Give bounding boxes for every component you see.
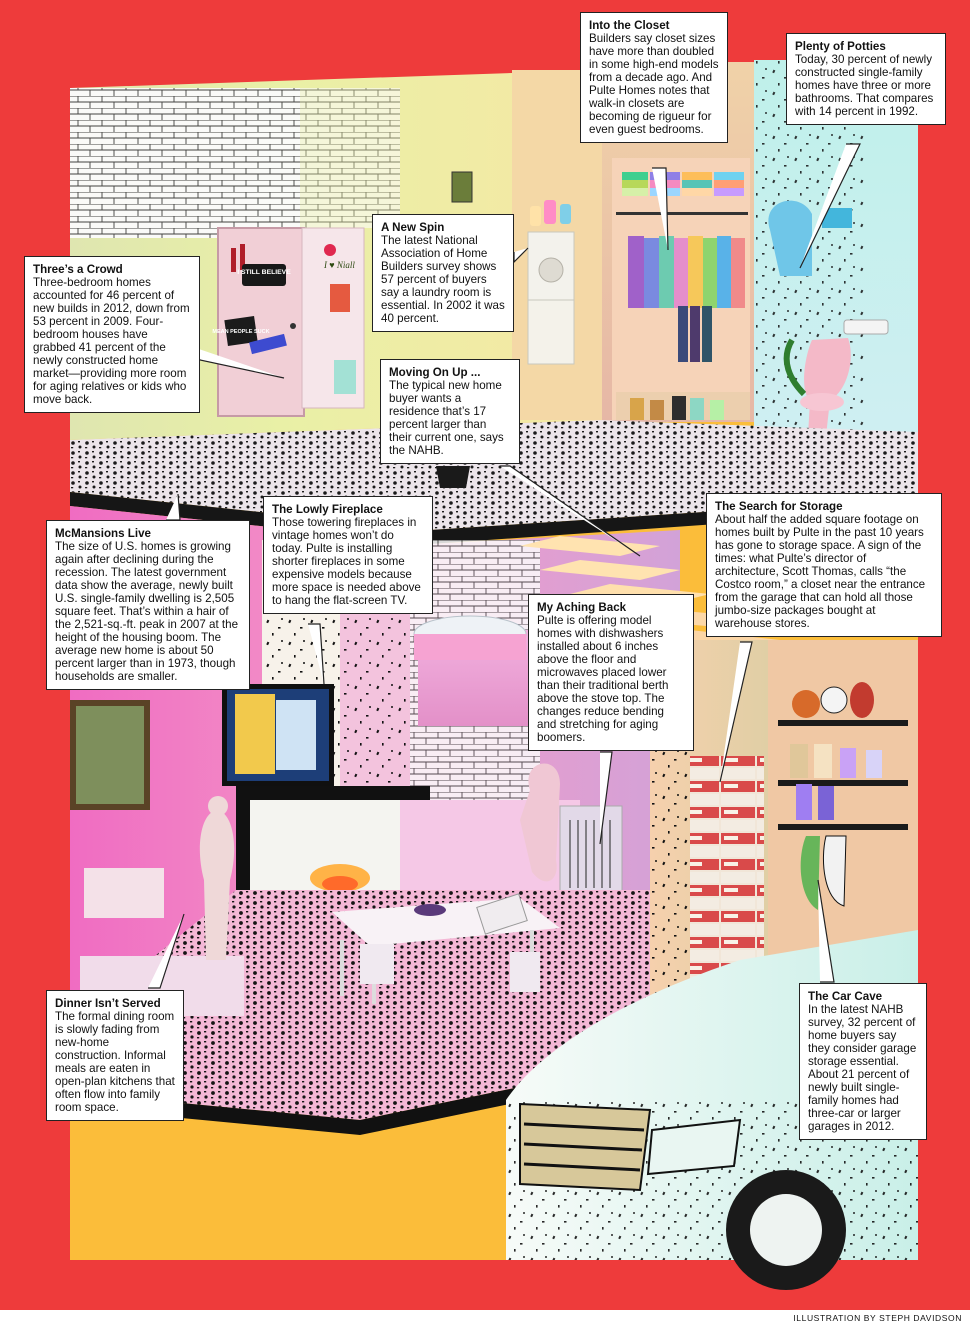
callout-dinner-isnt-served [46,990,184,1121]
callout-body: The latest National Association of Home Builders survey shows 57 percent of buyers say a laundry room is essential. In 2002 it was 40 percent. [381,234,505,325]
callout-moving-on-up [380,359,520,464]
callout-title: Moving On Up ... [389,366,481,379]
callout-search-for-storage [706,493,942,637]
callout-title: Plenty of Potties [795,40,886,53]
illustration-credit: ILLUSTRATION BY STEPH DAVIDSON [793,1313,962,1323]
callout-title: McMansions Live [55,527,151,540]
callout-title: Into the Closet [589,19,670,32]
callout-a-new-spin [372,214,514,332]
sticker-text-3: I ♥ Niall [324,260,355,270]
callout-into-the-closet [580,12,728,143]
callout-plenty-of-potties [786,33,946,125]
callout-title: My Aching Back [537,601,627,614]
callout-threes-a-crowd [24,256,200,413]
callout-title: The Lowly Fireplace [272,503,383,516]
callout-body: Pulte is offering model homes with dishwashers installed about 6 inches above the floor and microwaves placed lower than their traditional berth above the stove top. The changes reduce bending and stretching for aging boomers. [537,614,669,744]
sticker-text-1: I STILL BELIEVE [237,269,291,276]
callout-the-car-cave [799,983,927,1140]
raised-dishwasher [560,806,622,896]
callout-title: A New Spin [381,221,445,234]
callout-body: Those towering fireplaces in vintage homes won’t do today. Pulte is installing shorter fireplaces in some expensive models because more space is needed above to hang the flat-screen TV. [272,516,421,607]
callout-body: Three-bedroom homes accounted for 46 percent of new builds in 2012, down from 53 percent in 2009. Four-bedroom houses have grabbed 41 percent of the newly constructed home market—providing more room for aging relatives or kids who move back. [33,276,190,406]
callout-title: The Search for Storage [715,500,843,513]
callout-lowly-fireplace [263,496,433,614]
callout-body: In the latest NAHB survey, 32 percent of home buyers say they consider garage storage essential. About 21 percent of newly built single-family homes had three-car or larger garages in 2012. [808,1003,917,1133]
callout-body: Today, 30 percent of newly constructed single-family homes have three or more bathrooms. That compares with 14 percent in 1992. [795,53,934,118]
wall-frame [452,172,472,202]
callout-title: Three’s a Crowd [33,263,123,276]
callout-body: The formal dining room is slowly fading from new-home construction. Informal meals are eaten in open-plan kitchens that often flow into family room space. [55,1010,175,1114]
callout-body: Builders say closet sizes have more than doubled in some high-end models from a decade ago. And Pulte Homes notes that walk-in closets are becoming de rigueur for even guest bedrooms. [589,32,719,136]
sticker-text-2: MEAN PEOPLE SUCK [212,329,270,335]
bulk-packages [690,756,764,986]
callout-title: The Car Cave [808,990,883,1003]
callout-body: The typical new home buyer wants a residence that’s 17 percent larger than their current one, says the NAHB. [389,379,504,457]
brick-wall [70,88,300,238]
callout-title: Dinner Isn’t Served [55,997,161,1010]
callout-body: The size of U.S. homes is growing again after declining during the recession. The latest government data show the average, newly built U.S. single-family dwelling is 2,505 square feet. That’s within a hair of the 2,521-sq.-ft. peak in 2007 at the height of the housing boom. The average new home is about 50 percent larger than in 1973, though households are smaller. [55,540,239,683]
callout-body: About half the added square footage on homes built by Pulte in the past 10 years has gone to storage space. A sign of the times: what Pulte’s director of architecture, Scott Thomas, calls “the Costco room,” a closet near the entrance from the garage that can hold all those jumbo-size packages bought at warehouse stores. [715,513,926,630]
callout-mcmansions-live [46,520,250,690]
bedroom-door [218,228,364,416]
callout-my-aching-back [528,594,694,751]
